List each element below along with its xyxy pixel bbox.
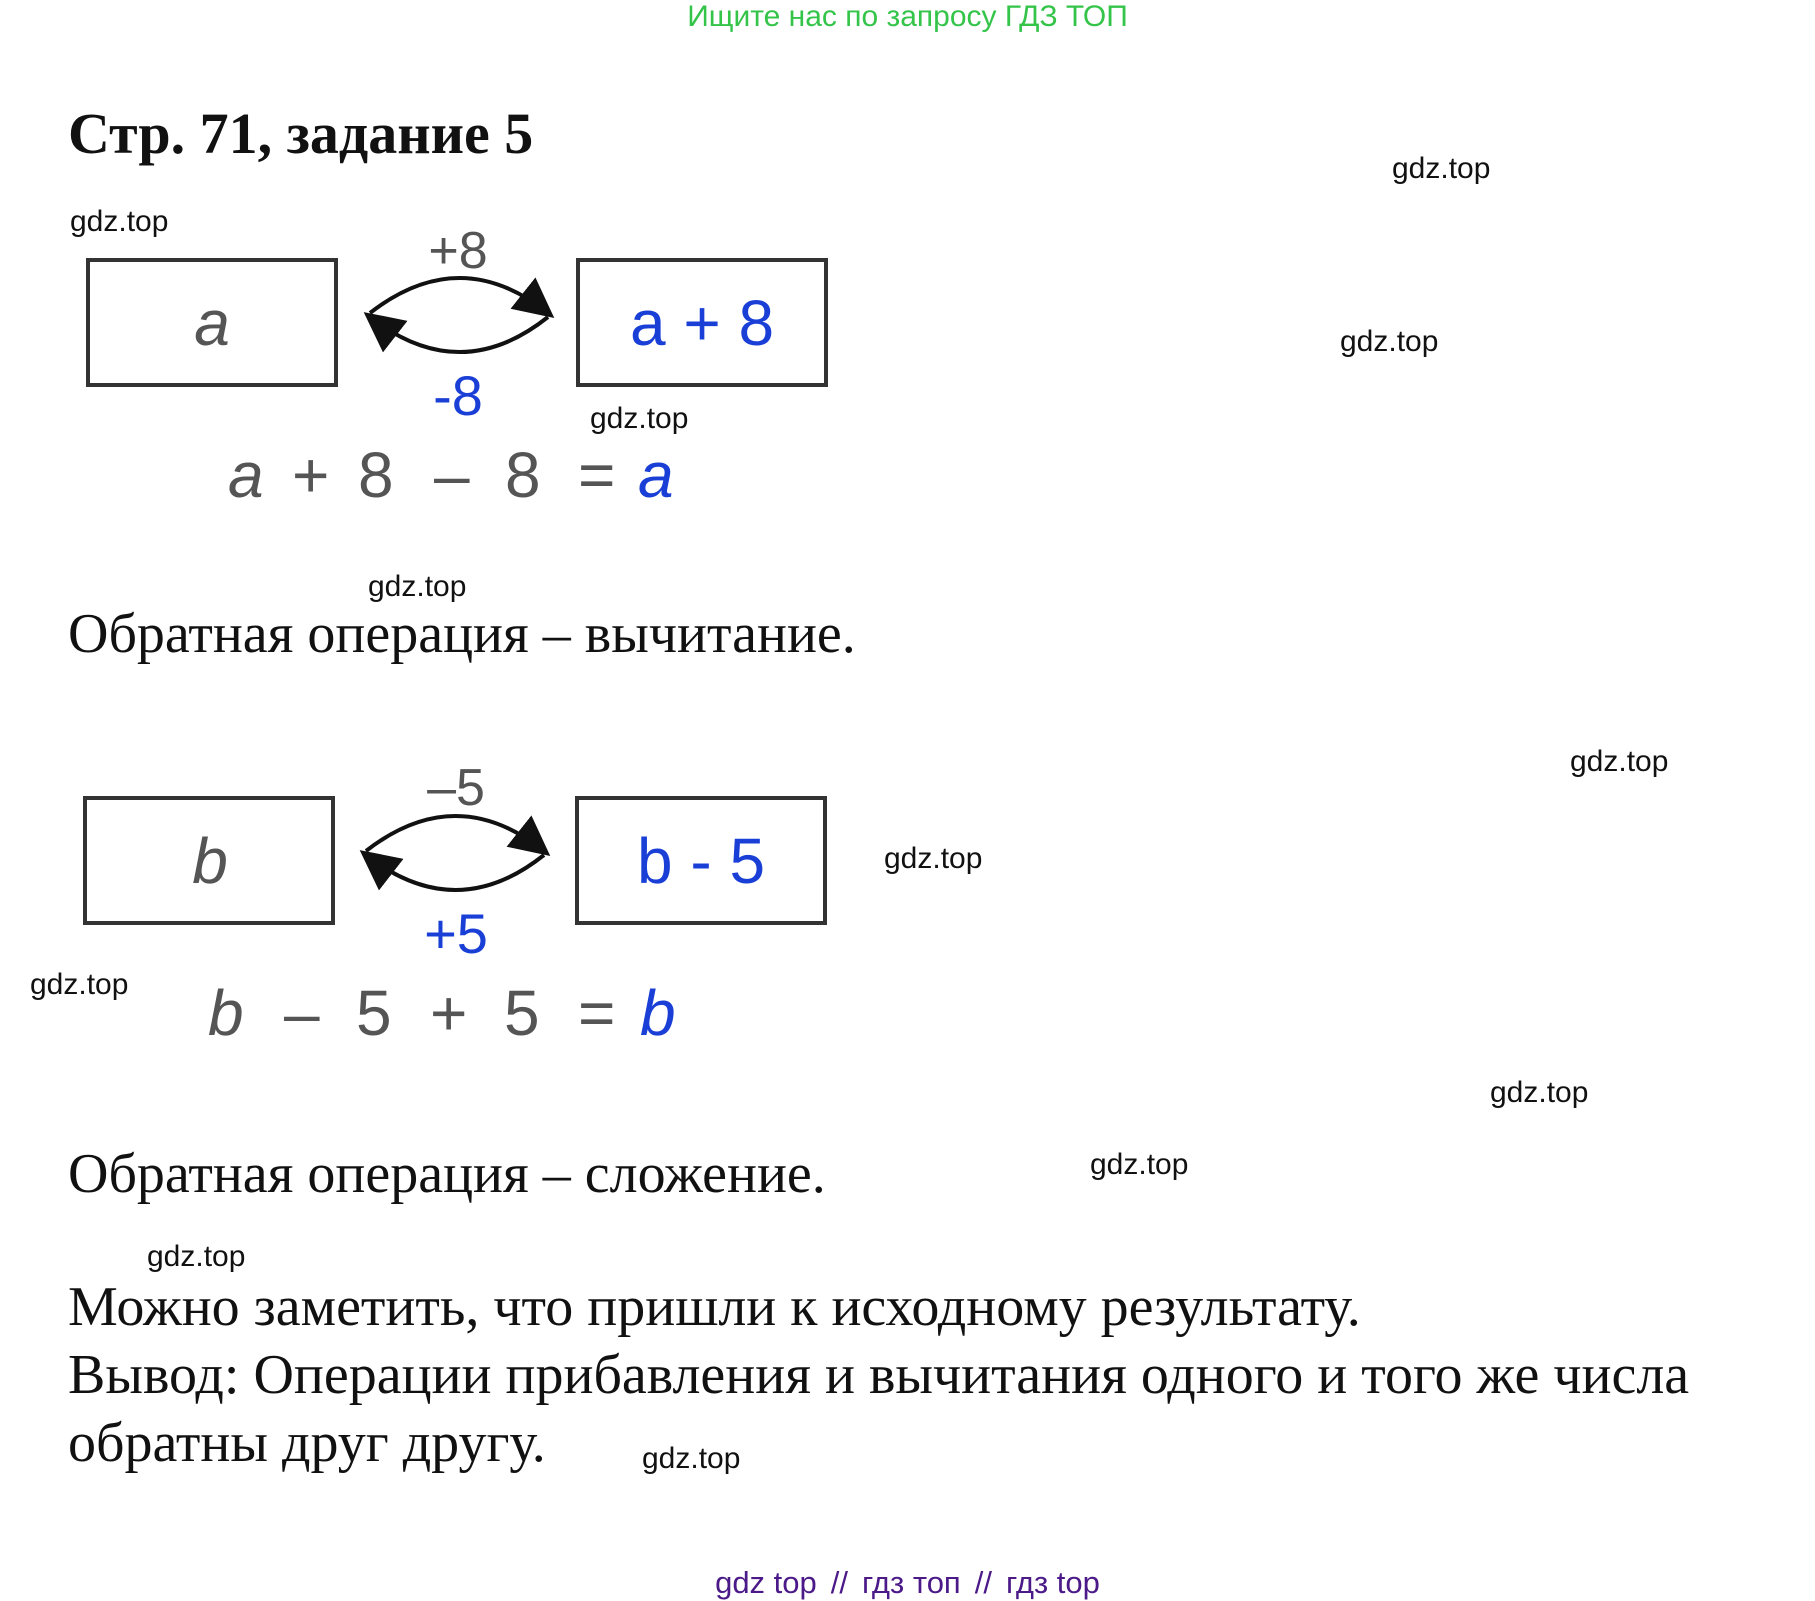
eq-term: 5 [356,977,392,1049]
watermark: gdz.top [884,842,983,875]
left-box-label: a [194,287,230,359]
watermark: gdz.top [368,570,467,603]
eq-term: 8 [358,439,394,511]
right-box-label: b - 5 [636,825,766,897]
text-conclusion-line1: Вывод: Операции прибавления и вычитания одного и того же числа [68,1344,1690,1406]
forward-arrow [370,278,548,313]
backward-arrow [370,317,548,352]
eq-term: 8 [505,439,541,511]
forward-op-label: –5 [427,759,485,817]
equation [208,977,676,1049]
watermark: gdz.top [1570,745,1669,778]
eq-equals: = [578,439,616,511]
forward-arrow [366,816,544,851]
footer-link-gdz-top-ru[interactable]: гдз топ [862,1565,961,1600]
eq-op: – [284,977,320,1049]
eq-term: b [208,977,244,1049]
eq-term: a [228,439,264,511]
equation [228,439,674,511]
watermark: gdz.top [642,1442,741,1475]
footer-separator: // [974,1565,992,1600]
left-box-label: b [192,825,228,897]
eq-result: a [638,439,674,511]
diagram-addition-svg [70,205,840,535]
footer-link-gdz-top[interactable]: gdz top [715,1565,817,1600]
watermark: gdz.top [1090,1148,1189,1181]
eq-result: b [640,977,676,1049]
watermark: gdz.top [30,968,129,1001]
footer-link-gdz-top-mixed[interactable]: гдз top [1005,1565,1100,1600]
diagram-subtraction-svg [70,743,840,1073]
eq-equals: = [578,977,616,1049]
text-inverse-subtraction: Обратная операция – вычитание. [68,603,856,665]
backward-op-label: -8 [433,364,483,427]
eq-op: + [292,439,330,511]
diagram-subtraction [70,743,840,1073]
search-banner: Ищите нас по запросу ГДЗ ТОП [687,0,1128,33]
watermark: gdz.top [70,205,169,238]
watermark: gdz.top [590,402,689,435]
watermark: gdz.top [1340,325,1439,358]
watermark: gdz.top [1392,152,1491,185]
text-conclusion-line2: обратны друг другу. [68,1412,546,1474]
diagram-addition [70,205,840,535]
eq-op: – [434,439,470,511]
eq-term: 5 [504,977,540,1049]
backward-op-label: +5 [424,902,488,965]
footer-links [0,1565,1815,1601]
text-observation: Можно заметить, что пришли к исходному результату. [68,1276,1361,1338]
backward-arrow [366,855,544,890]
watermark: gdz.top [1490,1076,1589,1109]
page-title: Стр. 71, задание 5 [68,101,534,166]
watermark: gdz.top [147,1240,246,1273]
eq-op: + [430,977,468,1049]
footer-separator: // [830,1565,849,1600]
text-inverse-addition: Обратная операция – сложение. [68,1143,826,1205]
right-box-label: a + 8 [629,287,775,359]
forward-op-label: +8 [428,222,488,280]
